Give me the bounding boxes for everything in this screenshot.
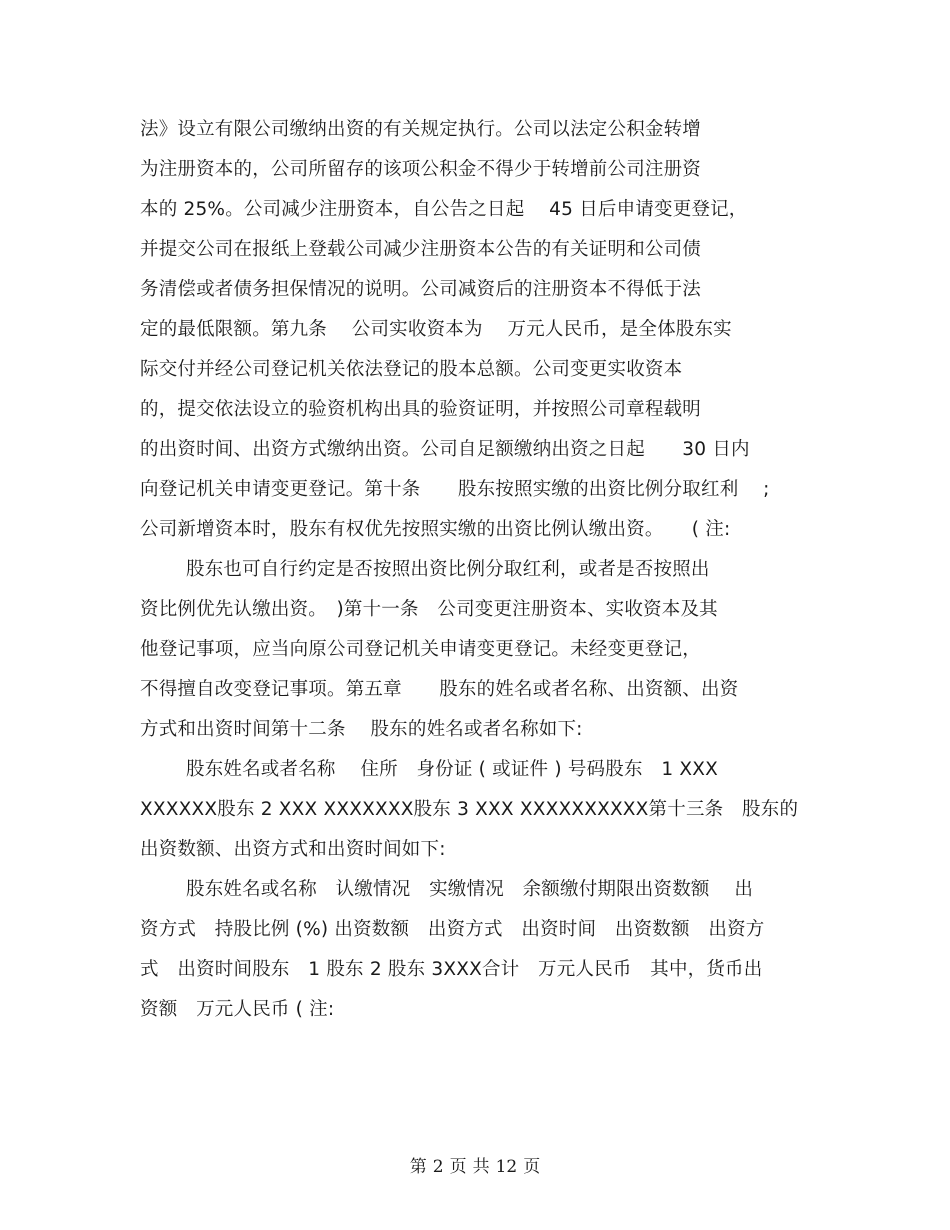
text-line: 出资数额、出资方式和出资时间如下: bbox=[140, 839, 446, 860]
text-line: XXXXXX股东 2 XXX XXXXXXX股东 3 XXX XXXXXXXXXX第十三条 股东的 bbox=[140, 799, 799, 820]
page-suffix: 页 bbox=[523, 1157, 541, 1177]
text-line: 的，提交依法设立的验资机构出具的验资证明，并按照公司章程载明 bbox=[140, 399, 702, 420]
page-prefix: 第 bbox=[409, 1157, 427, 1177]
document-body bbox=[140, 114, 820, 1025]
text-line: 法》设立有限公司缴纳出资的有关规定执行。公司以法定公积金转增 bbox=[140, 119, 702, 140]
text-line: 股东姓名或者名称 住所 身份证 ( 或证件 ) 号码股东 1 XXX bbox=[186, 759, 719, 780]
text-line: 资方式 持股比例 (%) 出资数额 出资方式 出资时间 出资数额 出资方 bbox=[140, 919, 765, 940]
page-number-footer bbox=[0, 1152, 950, 1177]
text-line: 向登记机关申请变更登记。第十条 股东按照实缴的出资比例分取红利 ; bbox=[140, 479, 770, 500]
text-line: 股东也可自行约定是否按照出资比例分取红利，或者是否按照出 bbox=[186, 559, 710, 580]
text-line: 务清偿或者债务担保情况的说明。公司减资后的注册资本不得低于法 bbox=[140, 279, 702, 300]
text-line: 不得擅自改变登记事项。第五章 股东的姓名或者名称、出资额、出资 bbox=[140, 679, 739, 700]
text-line: 的出资时间、出资方式缴纳出资。公司自足额缴纳出资之日起 30 日内 bbox=[140, 439, 750, 460]
text-line: 式 出资时间股东 1 股东 2 股东 3XXX合计 万元人民币 其中，货币出 bbox=[140, 959, 763, 980]
text-line: 为注册资本的，公司所留存的该项公积金不得少于转增前公司注册资 bbox=[140, 159, 702, 180]
total-prefix: 共 bbox=[472, 1157, 490, 1177]
text-line: 股东姓名或名称 认缴情况 实缴情况 余额缴付期限出资数额 出 bbox=[186, 879, 754, 900]
total-page-count: 12 bbox=[495, 1157, 518, 1177]
current-page-number: 2 bbox=[432, 1157, 444, 1177]
page-label: 页 bbox=[449, 1157, 467, 1177]
text-line: 方式和出资时间第十二条 股东的姓名或者名称如下: bbox=[140, 719, 583, 740]
text-line: 并提交公司在报纸上登载公司减少注册资本公告的有关证明和公司债 bbox=[140, 239, 702, 260]
text-line: 资比例优先认缴出资。 )第十一条 公司变更注册资本、实收资本及其 bbox=[140, 599, 718, 620]
text-line: 际交付并经公司登记机关依法登记的股本总额。公司变更实收资本 bbox=[140, 359, 683, 380]
text-line: 定的最低限额。第九条 公司实收资本为 万元人民币，是全体股东实 bbox=[140, 319, 732, 340]
text-line: 公司新增资本时，股东有权优先按照实缴的出资比例认缴出资。 ( 注: bbox=[140, 519, 731, 540]
text-line: 本的 25%。公司减少注册资本，自公告之日起 45 日后申请变更登记， bbox=[140, 199, 748, 220]
text-line: 他登记事项，应当向原公司登记机关申请变更登记。未经变更登记， bbox=[140, 639, 702, 660]
text-line: 资额 万元人民币 ( 注: bbox=[140, 999, 335, 1020]
